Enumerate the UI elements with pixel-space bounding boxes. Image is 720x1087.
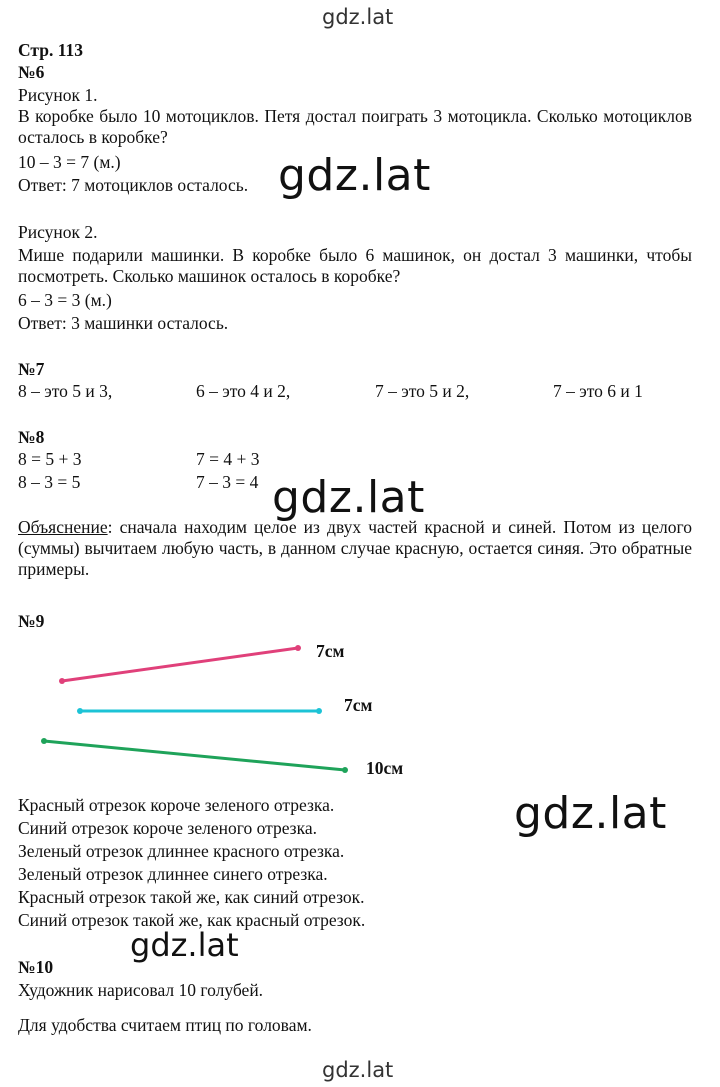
picture-1-expression: 10 – 3 = 7 (м.) — [18, 152, 121, 172]
picture-1-title: Рисунок 1. — [18, 85, 98, 105]
picture-2-text: Мише подарили машинки. В коробке было 6 машинок, он достал 3 машинки, чтобы посмотреть. Сколько машинок осталось в коробке? — [18, 245, 692, 286]
task-7-item: 6 – это 4 и 2, — [196, 381, 291, 401]
equation: 8 = 5 + 3 — [18, 449, 82, 469]
blue-segment-label: 7см — [344, 695, 373, 715]
picture-1-answer: Ответ: 7 мотоциклов осталось. — [18, 175, 249, 195]
task-7-item: 7 – это 6 и 1 — [553, 381, 643, 401]
red-segment-label: 7см — [316, 641, 345, 661]
green-segment-end — [41, 738, 47, 744]
picture-2-answer: Ответ: 3 машинки осталось. — [18, 313, 229, 333]
comparison-line: Синий отрезок короче зеленого отрезка. — [18, 818, 317, 838]
picture-2-expression: 6 – 3 = 3 (м.) — [18, 290, 112, 310]
task-10-title: №10 — [18, 957, 54, 977]
page-number: Стр. 113 — [18, 40, 83, 60]
red-segment-end — [59, 678, 65, 684]
watermark-2: gdz.lat — [272, 472, 425, 523]
blue-segment-end — [77, 708, 83, 714]
comparison-line: Красный отрезок короче зеленого отрезка. — [18, 795, 335, 815]
red-segment-end — [295, 645, 301, 651]
equation: 7 – 3 = 4 — [196, 472, 259, 492]
watermark-bottom: gdz.lat — [322, 1058, 394, 1082]
comparison-line: Зеленый отрезок длиннее синего отрезка. — [18, 864, 328, 884]
green-segment-end — [342, 767, 348, 773]
comparison-line: Красный отрезок такой же, как синий отрезок. — [18, 887, 365, 907]
green-segment — [44, 741, 345, 770]
task-8-title: №8 — [18, 427, 45, 447]
blue-segment-end — [316, 708, 322, 714]
watermark-4: gdz.lat — [130, 926, 239, 964]
watermark-top: gdz.lat — [322, 5, 394, 29]
watermark-1: gdz.lat — [278, 150, 431, 201]
task-10-text: Художник нарисовал 10 голубей. — [18, 980, 264, 1000]
explanation-text: : сначала находим целое из двух частей красной и синей. Потом из целого (суммы) вычитаем любую часть, в данном случае красную, остается синяя. Это обратные примеры. — [18, 517, 692, 579]
task-9-title: №9 — [18, 611, 45, 631]
comparison-line: Зеленый отрезок длиннее красного отрезка. — [18, 841, 345, 861]
task-10-note: Для удобства считаем птиц по головам. — [18, 1015, 312, 1035]
red-segment — [62, 648, 298, 681]
picture-2-title: Рисунок 2. — [18, 222, 98, 242]
equation: 7 = 4 + 3 — [196, 449, 260, 469]
task-7-item: 7 – это 5 и 2, — [375, 381, 470, 401]
picture-1-text: В коробке было 10 мотоциклов. Петя достал поиграть 3 мотоцикла. Сколько мотоциклов осталось в коробке? — [18, 106, 692, 147]
task-7-item: 8 – это 5 и 3, — [18, 381, 113, 401]
task-7-title: №7 — [18, 359, 45, 379]
explanation-label: Объяснение — [18, 517, 108, 537]
watermark-3: gdz.lat — [514, 788, 667, 839]
equation: 8 – 3 = 5 — [18, 472, 81, 492]
task-6-title: №6 — [18, 62, 45, 82]
green-segment-label: 10см — [366, 758, 404, 778]
comparison-line: Синий отрезок такой же, как красный отрезок. — [18, 910, 366, 930]
